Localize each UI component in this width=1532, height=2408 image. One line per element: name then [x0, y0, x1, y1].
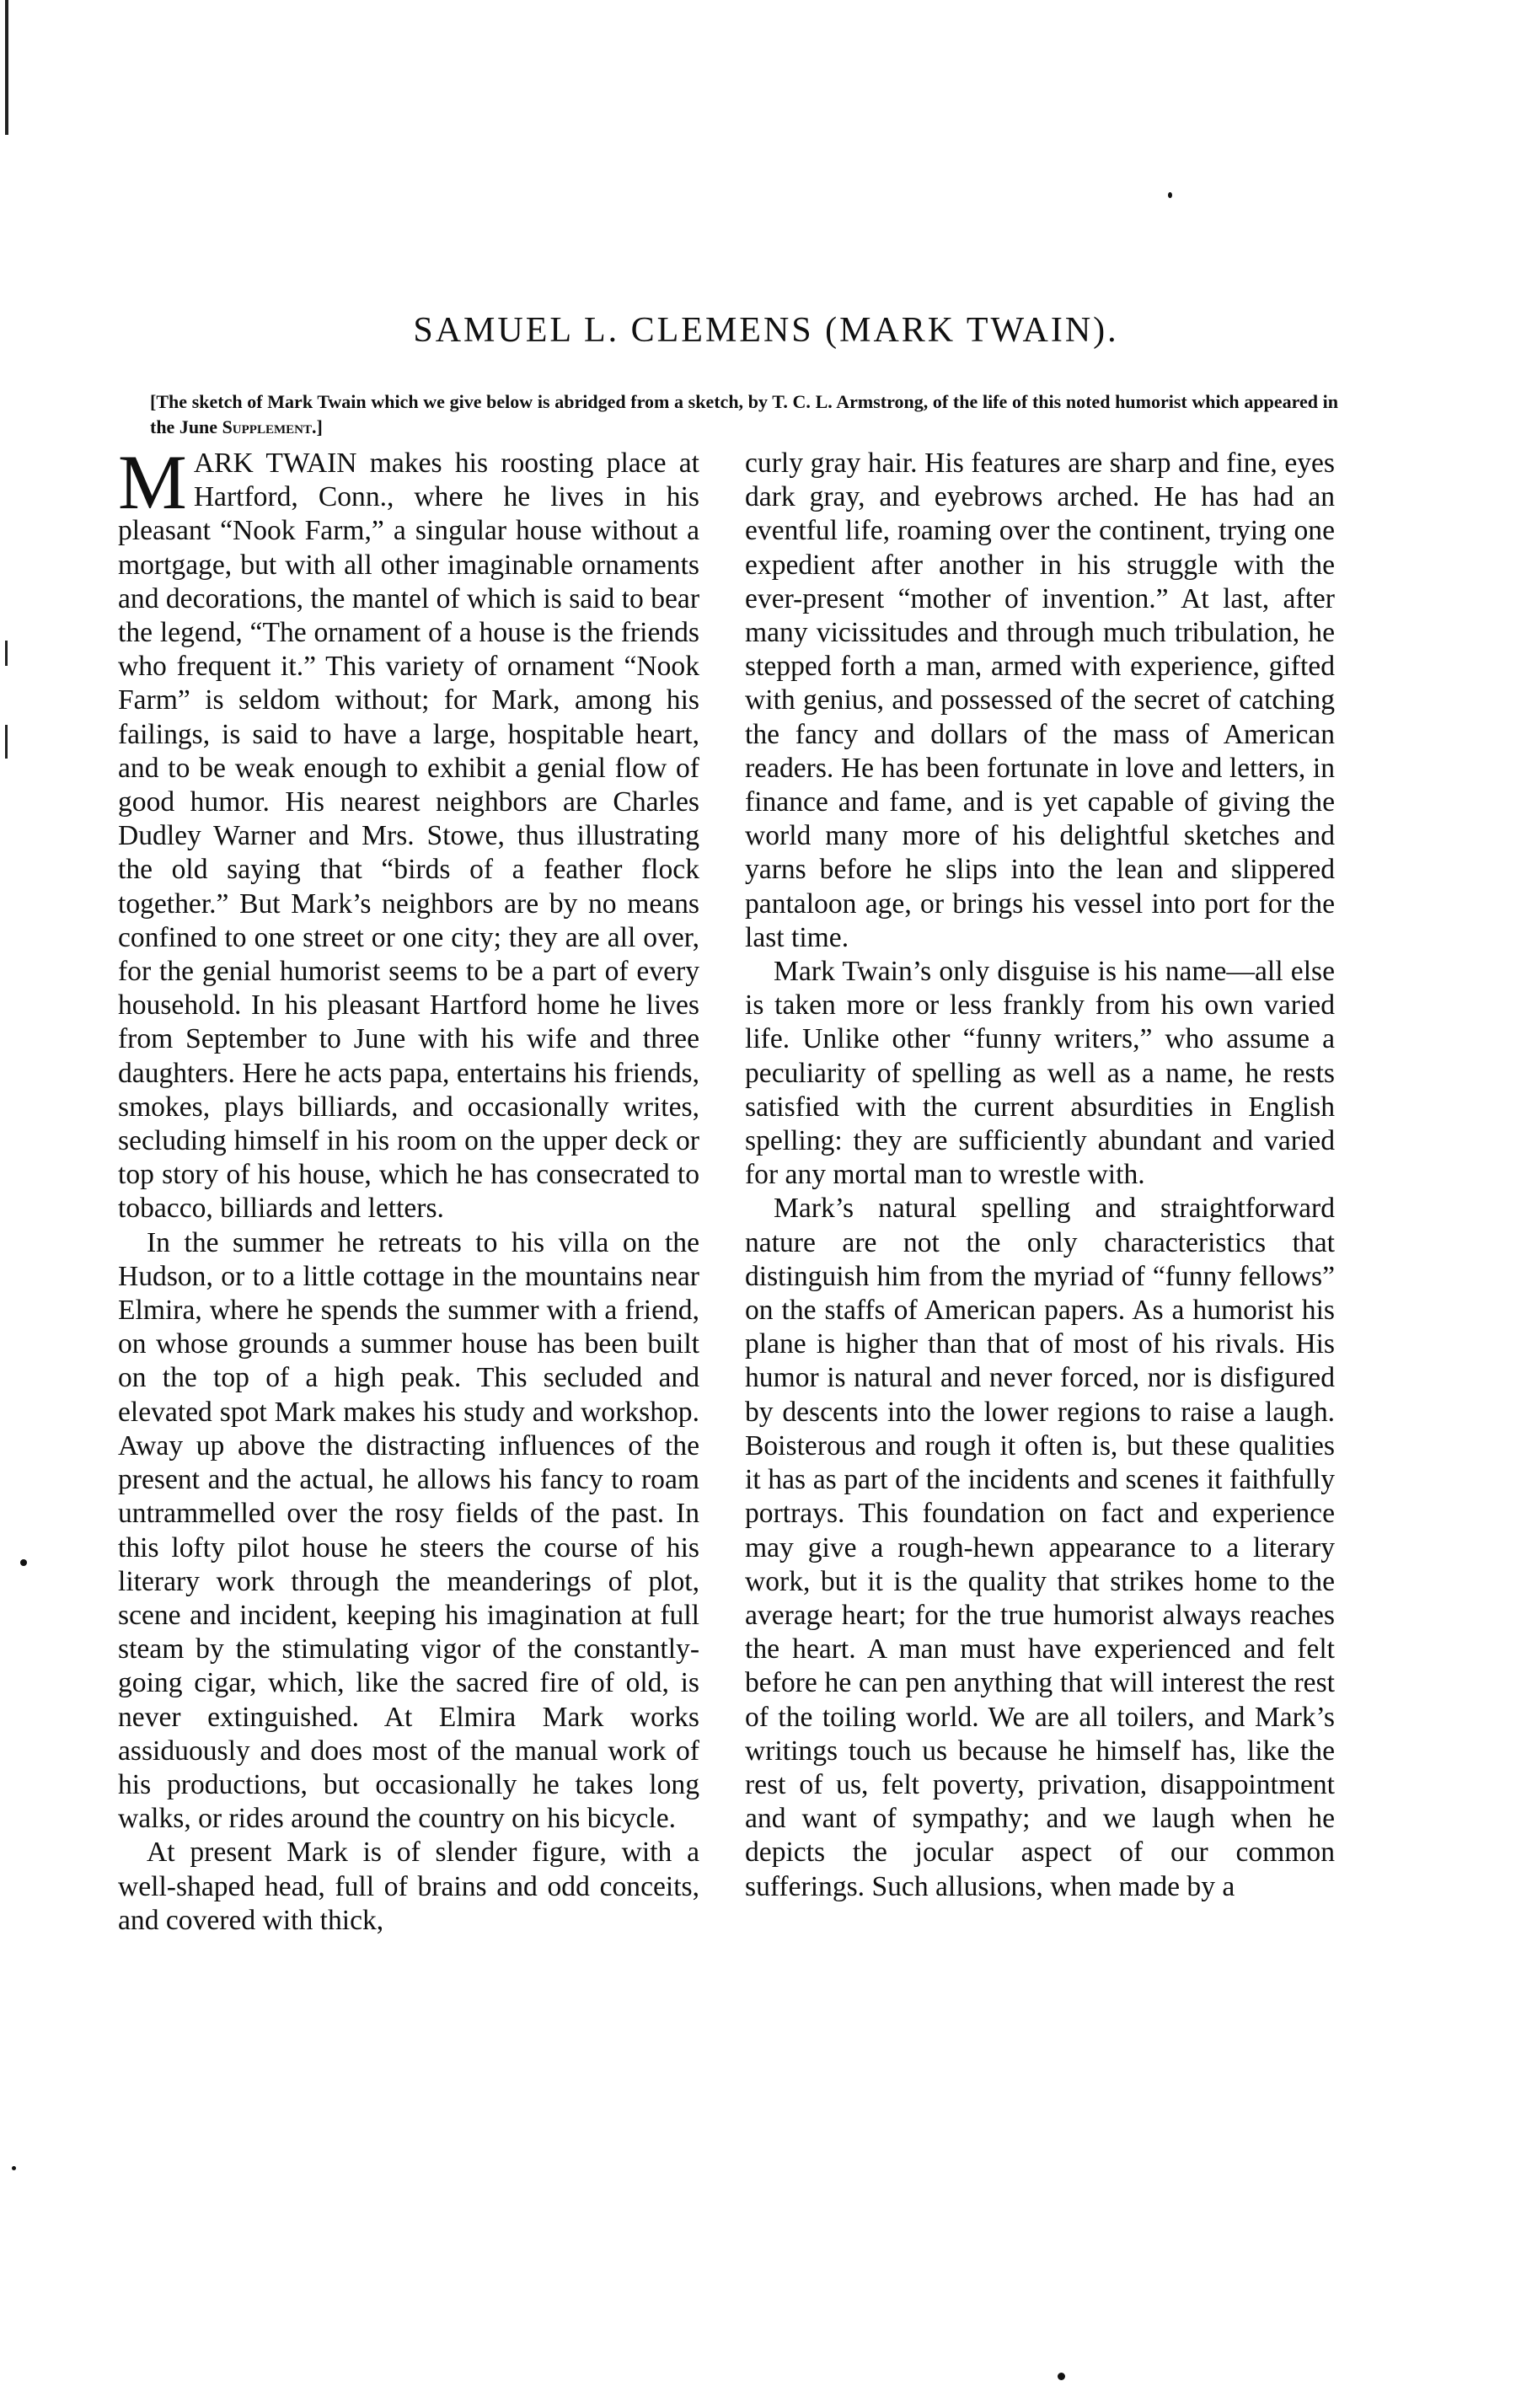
editorial-note: [150, 389, 1338, 440]
page-bottom-dot: [1058, 2373, 1065, 2380]
article-title: SAMUEL L. CLEMENS (MARK TWAIN).: [413, 311, 1119, 350]
right-paragraph-1: curly gray hair. His features are sharp and fine, eyes dark gray, and eyebrows arched. He has had an eventful life, roaming over the continent, trying one expedient after another in his struggle with the ever-present “mother of invention.” At last, after many vicissitudes and through much tribulation, he stepped forth a man, armed with experience, gifted with genius, and possessed of the secret of catching the fancy and dollars of the mass of American readers. He has been fortunate in love and letters, in finance and fame, and is yet capable of giving the world many more of his delightful sketches and yarns before he slips into the lean and slippered pantaloon age, or brings his vessel into port for the last time.: [745, 448, 1335, 953]
scan-edge-mark-mid: [5, 641, 8, 666]
editorial-note-end: .]: [311, 416, 323, 437]
right-column: [745, 447, 1335, 1904]
right-paragraph-2: Mark Twain’s only disguise is his name—all else is taken more or less frankly from his own varied life. Unlike other “funny writers,” who assume a peculiarity of spelling as well as a name, he rests satisfied with the current absurdities in English spelling: they are sufficiently abundant and varied for any mortal man to wrestle with.: [745, 956, 1335, 1191]
left-paragraph-1-text: ARK TWAIN makes his roosting place at Hartford, Conn., where he lives in his pleasant “Nook Farm,” a singular house without a mortgage, but with all other imaginable ornaments and decorations, the mantel of which is said to bear the legend, “The ornament of a house is the friends who frequent it.” This variety of ornament “Nook Farm” is seldom without; for Mark, among his failings, is said to have a large, hospitable heart, and to be weak enough to exhibit a genial flow of good humor. His nearest neighbors are Charles Dudley Warner and Mrs. Stowe, thus illustrating the old saying that “birds of a feather flock together.” But Mark’s neighbors are by no means confined to one street or one city; they are all over, for the genial humorist seems to be a part of every household. In his pleasant Hartford home he lives from September to June with his wife and three daughters. Here he acts papa, entertains his friends, smokes, plays billiards, and occasionally writes, secluding himself in his room on the upper deck or top story of his house, which he has consecrated to tobacco, billiards and letters.: [118, 448, 700, 1225]
drop-cap: M: [118, 439, 187, 525]
right-paragraph-3: Mark’s natural spelling and straightforward nature are not the only characteristics that distinguish him from the myriad of “funny fellows” on the staffs of American papers. As a humorist his plane is higher than that of most of his rivals. His humor is natural and never forced, nor is disfigured by descents into the lower regions to raise a laugh. Boisterous and rough it often is, but these qualities it has as part of the incidents and scenes it faithfully portrays. This foundation on fact and experience may give a rough-hewn appearance to a literary work, but it is the quality that strikes home to the average heart; for the true humorist always reaches the heart. A man must have experienced and felt before he can pen anything that will interest the rest of the toiling world. We are all toilers, and Mark’s writings touch us because he himself has, like the rest of us, felt poverty, privation, disappointment and want of sympathy; and we laugh when he depicts the jocular aspect of our common sufferings. Such allusions, when made by a: [745, 1193, 1335, 1902]
left-paragraph-2: In the summer he retreats to his villa on the Hudson, or to a little cottage in the mountains near Elmira, where he spends the summer with a friend, on whose grounds a summer house has been built on the top of a high peak. This secluded and elevated spot Mark makes his study and workshop. Away up above the distracting influences of the present and the actual, he allows his fancy to roam untrammelled over the rosy fields of the past. In this lofty pilot house he steers the course of his literary work through the meanderings of plot, scene and incident, keeping his imagination at full steam by the stimulating vigor of the constantly-going cigar, which, like the sacred fire of old, is never extinguished. At Elmira Mark works assiduously and does most of the manual work of his productions, but occasionally he takes long walks, or rides around the country on his bicycle.: [118, 1226, 699, 1835]
editorial-note-text: [The sketch of Mark Twain which we give below is abridged from a sketch, by T. C. L. Armstrong, of the life of this noted humorist which appeared in the June: [150, 391, 1338, 437]
scan-edge-mark-low: [5, 725, 8, 759]
left-paragraph-3: At present Mark is of slender figure, with a well-shaped head, full of brains and odd conceits, and covered with thick,: [118, 1837, 699, 1936]
editorial-note-supplement: Supplement: [222, 416, 312, 437]
scan-dot-3: [1168, 192, 1172, 198]
scan-dot-2: [12, 2166, 16, 2170]
scan-dot-1: [20, 1559, 27, 1566]
left-column: [118, 439, 700, 1938]
scan-edge-mark-top: [5, 0, 8, 135]
left-paragraph-1: [118, 439, 700, 1226]
